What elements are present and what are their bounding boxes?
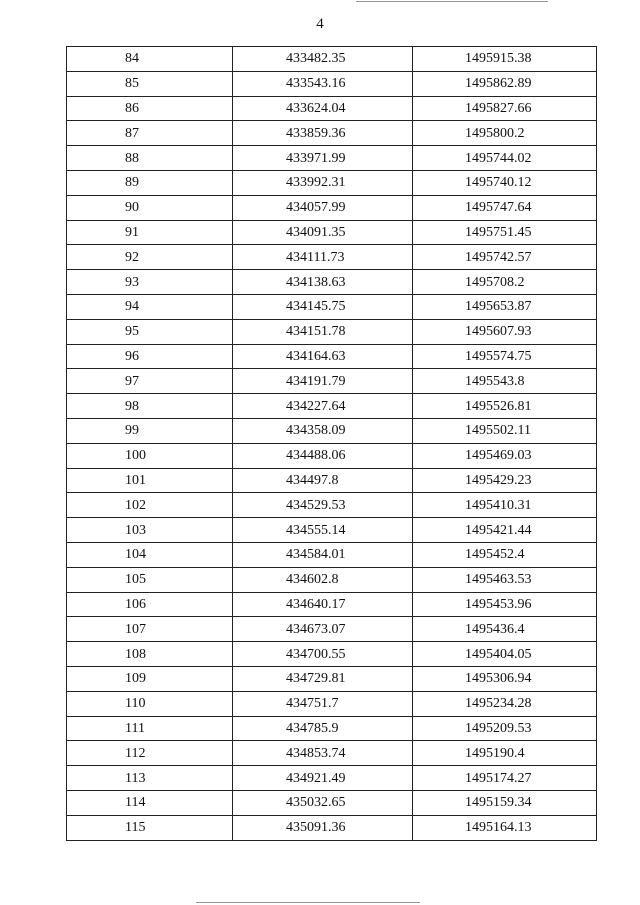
table-row	[67, 270, 597, 295]
y-coordinate-cell: 1495751.45	[413, 220, 597, 245]
point-number-cell: 94	[67, 294, 233, 319]
x-coordinate-cell: 434555.14	[233, 518, 413, 543]
x-coordinate-cell: 434700.55	[233, 642, 413, 667]
y-coordinate-cell: 1495469.03	[413, 443, 597, 468]
point-number-cell: 113	[67, 766, 233, 791]
table-row	[67, 220, 597, 245]
point-number-cell: 103	[67, 518, 233, 543]
table-row	[67, 691, 597, 716]
table-row	[67, 245, 597, 270]
table-row	[67, 542, 597, 567]
table-row	[67, 790, 597, 815]
table-row	[67, 294, 597, 319]
table-row	[67, 195, 597, 220]
point-number-cell: 100	[67, 443, 233, 468]
point-number-cell: 110	[67, 691, 233, 716]
x-coordinate-cell: 435091.36	[233, 815, 413, 840]
x-coordinate-cell: 433992.31	[233, 170, 413, 195]
table-row	[67, 617, 597, 642]
y-coordinate-cell: 1495915.38	[413, 47, 597, 72]
coordinates-table	[66, 46, 597, 841]
y-coordinate-cell: 1495421.44	[413, 518, 597, 543]
x-coordinate-cell: 434602.8	[233, 567, 413, 592]
x-coordinate-cell: 434227.64	[233, 394, 413, 419]
y-coordinate-cell: 1495452.4	[413, 542, 597, 567]
coordinates-table-body	[67, 47, 597, 841]
x-coordinate-cell: 434191.79	[233, 369, 413, 394]
point-number-cell: 90	[67, 195, 233, 220]
point-number-cell: 95	[67, 319, 233, 344]
point-number-cell: 107	[67, 617, 233, 642]
x-coordinate-cell: 434057.99	[233, 195, 413, 220]
y-coordinate-cell: 1495306.94	[413, 666, 597, 691]
x-coordinate-cell: 433624.04	[233, 96, 413, 121]
x-coordinate-cell: 434853.74	[233, 741, 413, 766]
x-coordinate-cell: 434751.7	[233, 691, 413, 716]
x-coordinate-cell: 434138.63	[233, 270, 413, 295]
table-row	[67, 319, 597, 344]
point-number-cell: 91	[67, 220, 233, 245]
table-row	[67, 741, 597, 766]
y-coordinate-cell: 1495543.8	[413, 369, 597, 394]
table-row	[67, 493, 597, 518]
table-row	[67, 418, 597, 443]
x-coordinate-cell: 435032.65	[233, 790, 413, 815]
table-row	[67, 642, 597, 667]
y-coordinate-cell: 1495463.53	[413, 567, 597, 592]
table-row	[67, 716, 597, 741]
y-coordinate-cell: 1495209.53	[413, 716, 597, 741]
point-number-cell: 115	[67, 815, 233, 840]
point-number-cell: 114	[67, 790, 233, 815]
y-coordinate-cell: 1495607.93	[413, 319, 597, 344]
x-coordinate-cell: 434164.63	[233, 344, 413, 369]
point-number-cell: 92	[67, 245, 233, 270]
x-coordinate-cell: 434785.9	[233, 716, 413, 741]
x-coordinate-cell: 434921.49	[233, 766, 413, 791]
point-number-cell: 84	[67, 47, 233, 72]
y-coordinate-cell: 1495574.75	[413, 344, 597, 369]
x-coordinate-cell: 434358.09	[233, 418, 413, 443]
y-coordinate-cell: 1495159.34	[413, 790, 597, 815]
table-row	[67, 121, 597, 146]
table-row	[67, 170, 597, 195]
point-number-cell: 104	[67, 542, 233, 567]
y-coordinate-cell: 1495744.02	[413, 146, 597, 171]
point-number-cell: 96	[67, 344, 233, 369]
y-coordinate-cell: 1495234.28	[413, 691, 597, 716]
scan-edge-top	[356, 1, 548, 2]
point-number-cell: 99	[67, 418, 233, 443]
point-number-cell: 87	[67, 121, 233, 146]
y-coordinate-cell: 1495429.23	[413, 468, 597, 493]
y-coordinate-cell: 1495800.2	[413, 121, 597, 146]
x-coordinate-cell: 434497.8	[233, 468, 413, 493]
point-number-cell: 85	[67, 71, 233, 96]
y-coordinate-cell: 1495410.31	[413, 493, 597, 518]
table-row	[67, 71, 597, 96]
y-coordinate-cell: 1495708.2	[413, 270, 597, 295]
point-number-cell: 89	[67, 170, 233, 195]
table-row	[67, 592, 597, 617]
x-coordinate-cell: 434584.01	[233, 542, 413, 567]
y-coordinate-cell: 1495653.87	[413, 294, 597, 319]
table-row	[67, 815, 597, 840]
point-number-cell: 108	[67, 642, 233, 667]
table-row	[67, 394, 597, 419]
table-row	[67, 47, 597, 72]
point-number-cell: 97	[67, 369, 233, 394]
y-coordinate-cell: 1495742.57	[413, 245, 597, 270]
point-number-cell: 86	[67, 96, 233, 121]
x-coordinate-cell: 433859.36	[233, 121, 413, 146]
table-row	[67, 369, 597, 394]
point-number-cell: 88	[67, 146, 233, 171]
x-coordinate-cell: 434529.53	[233, 493, 413, 518]
x-coordinate-cell: 434091.35	[233, 220, 413, 245]
y-coordinate-cell: 1495827.66	[413, 96, 597, 121]
table-row	[67, 146, 597, 171]
x-coordinate-cell: 433543.16	[233, 71, 413, 96]
table-row	[67, 344, 597, 369]
page-number: 4	[316, 16, 324, 32]
x-coordinate-cell: 434729.81	[233, 666, 413, 691]
y-coordinate-cell: 1495164.13	[413, 815, 597, 840]
table-row	[67, 567, 597, 592]
table-row	[67, 443, 597, 468]
y-coordinate-cell: 1495747.64	[413, 195, 597, 220]
x-coordinate-cell: 433971.99	[233, 146, 413, 171]
table-row	[67, 766, 597, 791]
x-coordinate-cell: 434111.73	[233, 245, 413, 270]
x-coordinate-cell: 434640.17	[233, 592, 413, 617]
point-number-cell: 93	[67, 270, 233, 295]
point-number-cell: 112	[67, 741, 233, 766]
point-number-cell: 98	[67, 394, 233, 419]
y-coordinate-cell: 1495190.4	[413, 741, 597, 766]
x-coordinate-cell: 434488.06	[233, 443, 413, 468]
table-row	[67, 666, 597, 691]
point-number-cell: 106	[67, 592, 233, 617]
y-coordinate-cell: 1495502.11	[413, 418, 597, 443]
x-coordinate-cell: 434145.75	[233, 294, 413, 319]
y-coordinate-cell: 1495404.05	[413, 642, 597, 667]
table-row	[67, 96, 597, 121]
point-number-cell: 109	[67, 666, 233, 691]
scan-edge-bottom	[196, 902, 420, 903]
y-coordinate-cell: 1495526.81	[413, 394, 597, 419]
x-coordinate-cell: 434673.07	[233, 617, 413, 642]
y-coordinate-cell: 1495453.96	[413, 592, 597, 617]
y-coordinate-cell: 1495862.89	[413, 71, 597, 96]
point-number-cell: 111	[67, 716, 233, 741]
y-coordinate-cell: 1495174.27	[413, 766, 597, 791]
y-coordinate-cell: 1495436.4	[413, 617, 597, 642]
point-number-cell: 105	[67, 567, 233, 592]
y-coordinate-cell: 1495740.12	[413, 170, 597, 195]
x-coordinate-cell: 433482.35	[233, 47, 413, 72]
point-number-cell: 101	[67, 468, 233, 493]
table-row	[67, 518, 597, 543]
x-coordinate-cell: 434151.78	[233, 319, 413, 344]
table-row	[67, 468, 597, 493]
point-number-cell: 102	[67, 493, 233, 518]
